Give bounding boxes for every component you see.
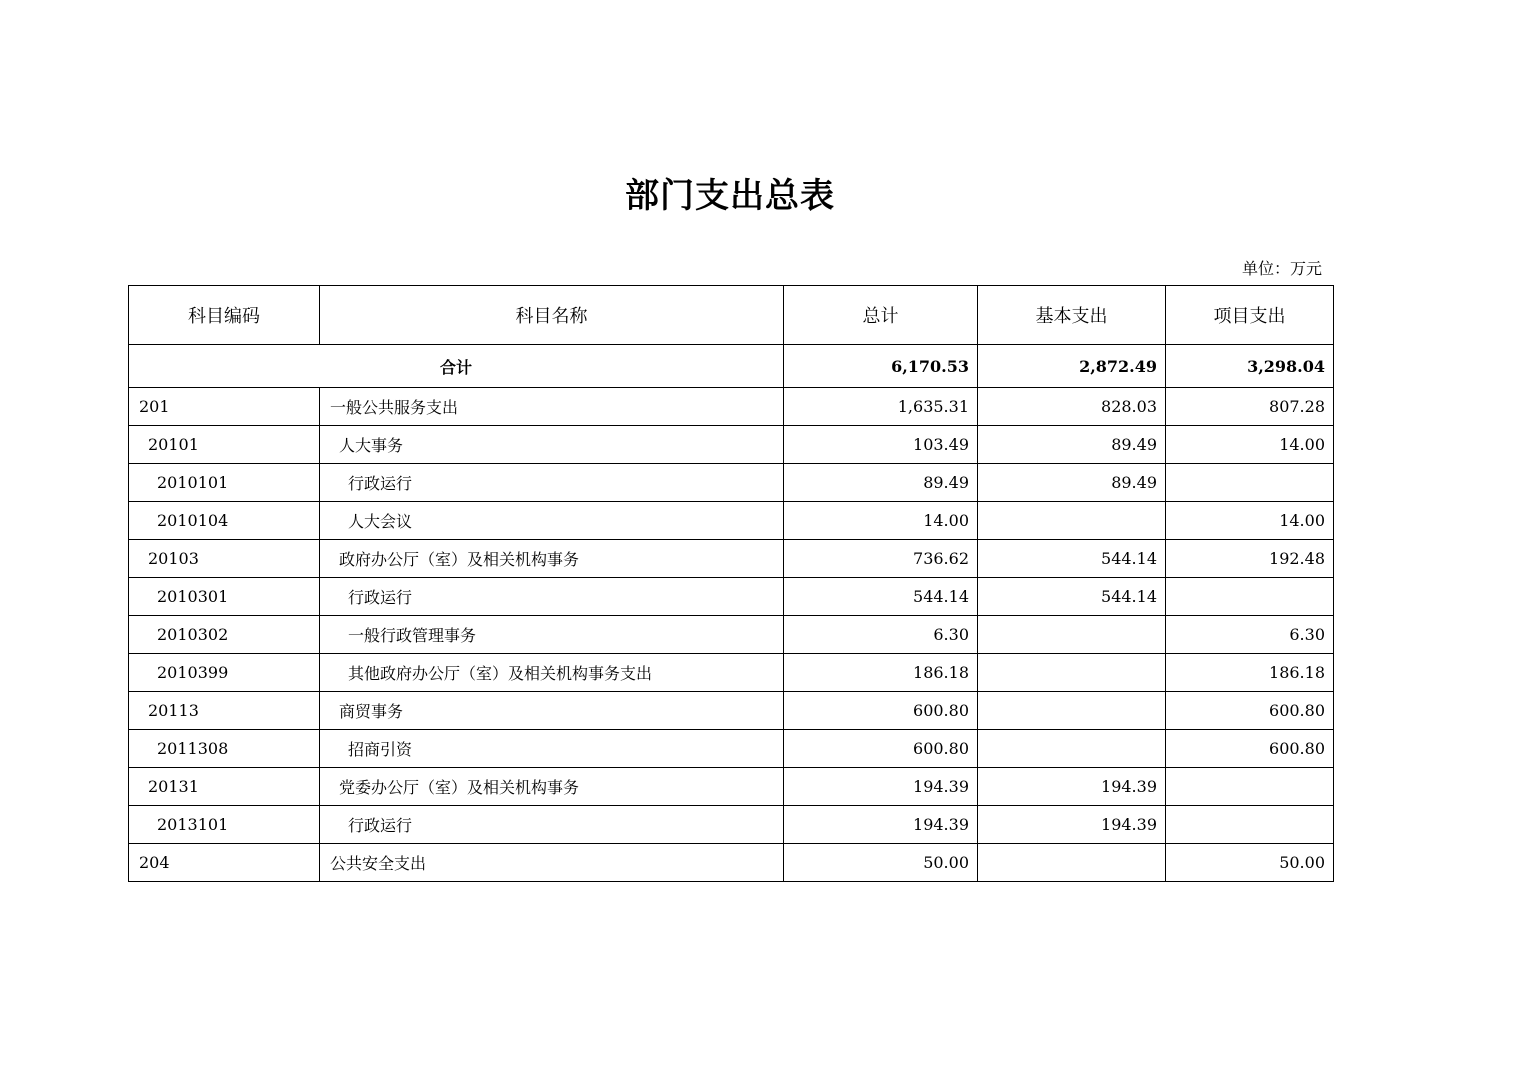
cell-basic: 89.49 xyxy=(978,426,1166,464)
cell-code: 2013101 xyxy=(129,806,320,844)
cell-basic xyxy=(978,692,1166,730)
cell-name: 行政运行 xyxy=(320,464,784,502)
total-row xyxy=(129,345,1334,388)
header-code: 科目编码 xyxy=(129,286,320,345)
unit-label: 单位：万元 xyxy=(1241,259,1322,278)
cell-basic: 89.49 xyxy=(978,464,1166,502)
cell-total: 194.39 xyxy=(784,806,978,844)
header-total: 总计 xyxy=(784,286,978,345)
cell-code: 20101 xyxy=(129,426,320,464)
table-row xyxy=(129,768,1334,806)
cell-project: 50.00 xyxy=(1166,844,1334,882)
cell-name: 政府办公厅（室）及相关机构事务 xyxy=(320,540,784,578)
cell-project xyxy=(1166,464,1334,502)
header-project: 项目支出 xyxy=(1166,286,1334,345)
cell-total: 50.00 xyxy=(784,844,978,882)
cell-name: 人大会议 xyxy=(320,502,784,540)
table-row xyxy=(129,844,1334,882)
cell-total: 600.80 xyxy=(784,730,978,768)
cell-total: 186.18 xyxy=(784,654,978,692)
cell-total: 1,635.31 xyxy=(784,388,978,426)
table-row xyxy=(129,654,1334,692)
cell-name: 一般公共服务支出 xyxy=(320,388,784,426)
cell-name: 招商引资 xyxy=(320,730,784,768)
total-basic: 2,872.49 xyxy=(978,345,1166,388)
cell-name: 行政运行 xyxy=(320,578,784,616)
cell-total: 103.49 xyxy=(784,426,978,464)
cell-project xyxy=(1166,806,1334,844)
cell-basic xyxy=(978,616,1166,654)
table-row xyxy=(129,730,1334,768)
cell-total: 736.62 xyxy=(784,540,978,578)
cell-basic: 544.14 xyxy=(978,578,1166,616)
header-basic: 基本支出 xyxy=(978,286,1166,345)
cell-project xyxy=(1166,768,1334,806)
cell-project: 14.00 xyxy=(1166,426,1334,464)
cell-project: 600.80 xyxy=(1166,730,1334,768)
total-label: 合计 xyxy=(129,345,784,388)
cell-code: 2010301 xyxy=(129,578,320,616)
cell-project xyxy=(1166,578,1334,616)
cell-code: 20103 xyxy=(129,540,320,578)
cell-project: 192.48 xyxy=(1166,540,1334,578)
cell-basic xyxy=(978,844,1166,882)
cell-name: 行政运行 xyxy=(320,806,784,844)
table-row xyxy=(129,578,1334,616)
cell-total: 194.39 xyxy=(784,768,978,806)
table-header-row xyxy=(129,286,1334,345)
table-row xyxy=(129,426,1334,464)
header-name: 科目名称 xyxy=(320,286,784,345)
cell-project: 600.80 xyxy=(1166,692,1334,730)
table-row xyxy=(129,540,1334,578)
cell-total: 544.14 xyxy=(784,578,978,616)
table-row xyxy=(129,464,1334,502)
cell-name: 党委办公厅（室）及相关机构事务 xyxy=(320,768,784,806)
cell-code: 2011308 xyxy=(129,730,320,768)
cell-code: 20113 xyxy=(129,692,320,730)
page-title: 部门支出总表 xyxy=(625,176,835,216)
cell-name: 人大事务 xyxy=(320,426,784,464)
cell-code: 201 xyxy=(129,388,320,426)
cell-name: 一般行政管理事务 xyxy=(320,616,784,654)
cell-total: 14.00 xyxy=(784,502,978,540)
cell-name: 其他政府办公厅（室）及相关机构事务支出 xyxy=(320,654,784,692)
cell-code: 2010302 xyxy=(129,616,320,654)
cell-basic xyxy=(978,730,1166,768)
total-project: 3,298.04 xyxy=(1166,345,1334,388)
cell-basic: 544.14 xyxy=(978,540,1166,578)
cell-basic xyxy=(978,502,1166,540)
cell-project: 14.00 xyxy=(1166,502,1334,540)
cell-code: 204 xyxy=(129,844,320,882)
cell-name: 公共安全支出 xyxy=(320,844,784,882)
cell-total: 89.49 xyxy=(784,464,978,502)
cell-name: 商贸事务 xyxy=(320,692,784,730)
cell-project: 807.28 xyxy=(1166,388,1334,426)
cell-project: 6.30 xyxy=(1166,616,1334,654)
table-row xyxy=(129,388,1334,426)
expenditure-table xyxy=(128,285,1334,882)
cell-basic: 194.39 xyxy=(978,768,1166,806)
total-total: 6,170.53 xyxy=(784,345,978,388)
cell-project: 186.18 xyxy=(1166,654,1334,692)
cell-total: 600.80 xyxy=(784,692,978,730)
cell-total: 6.30 xyxy=(784,616,978,654)
cell-code: 2010399 xyxy=(129,654,320,692)
table-row xyxy=(129,806,1334,844)
cell-code: 2010101 xyxy=(129,464,320,502)
cell-basic: 828.03 xyxy=(978,388,1166,426)
table-row xyxy=(129,502,1334,540)
cell-basic xyxy=(978,654,1166,692)
cell-code: 20131 xyxy=(129,768,320,806)
table-row xyxy=(129,692,1334,730)
table-row xyxy=(129,616,1334,654)
cell-basic: 194.39 xyxy=(978,806,1166,844)
cell-code: 2010104 xyxy=(129,502,320,540)
